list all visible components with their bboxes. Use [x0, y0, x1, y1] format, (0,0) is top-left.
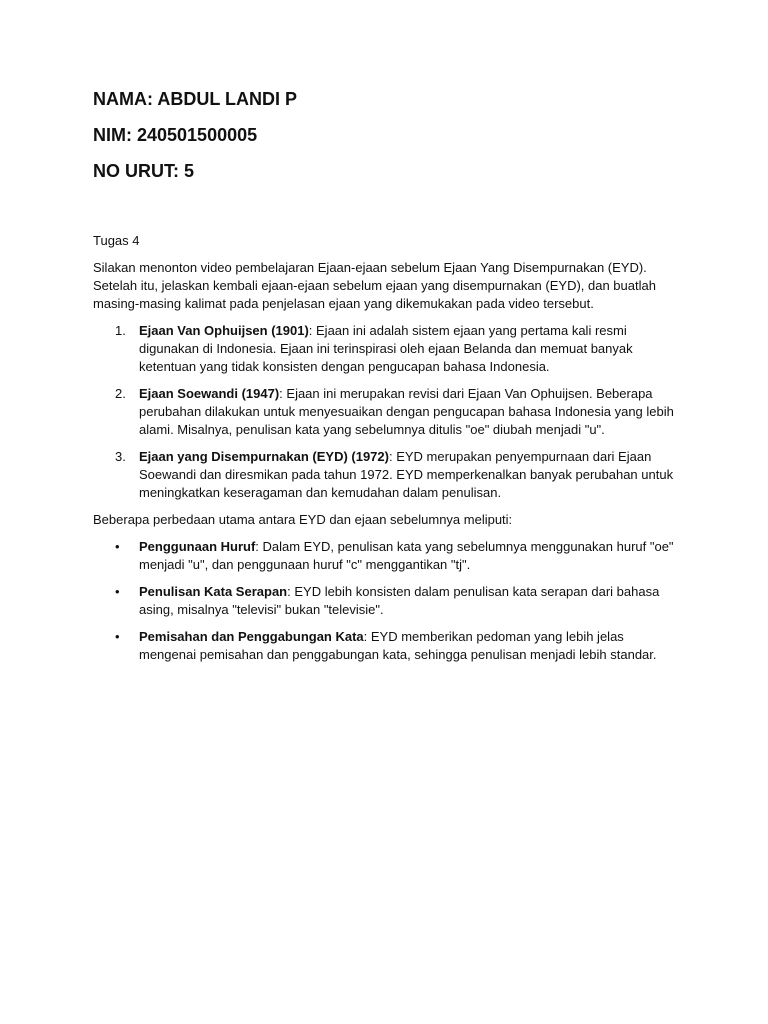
list-text: : Ejaan ini merupakan revisi dari Ejaan Van Ophuijsen. Beberapa perubahan dilakukan untuk menyesuaikan dengan pengucapan bahasa Indonesia yang lebih alami. Misalnya, penulisan kata yang sebelumnya ditulis "oe" diubah menjadi "u". — [139, 386, 674, 437]
list-text: : Dalam EYD, penulisan kata yang sebelumnya menggunakan huruf "oe" menjadi "u", dan penggunaan huruf "c" menggantikan "tj". — [139, 539, 674, 572]
task-title: Tugas 4 — [93, 233, 140, 248]
nim-heading: NIM: 240501500005 — [93, 125, 258, 145]
list-term: Penulisan Kata Serapan — [139, 584, 288, 599]
list-item — [93, 385, 683, 439]
list-item — [93, 538, 683, 574]
list-term: Ejaan yang Disempurnakan (EYD) (1972) — [139, 449, 389, 464]
list-text: : Ejaan ini adalah sistem ejaan yang pertama kali resmi digunakan di Indonesia. Ejaan ini terinspirasi oleh ejaan Belanda dan memuat banyak ketentuan yang tidak konsisten dengan pengucapan bahasa Indonesia. — [139, 323, 633, 374]
list-item — [93, 583, 683, 619]
document-page — [93, 88, 683, 673]
list-term: Penggunaan Huruf — [139, 539, 256, 554]
list-term: Ejaan Van Ophuijsen (1901) — [139, 323, 309, 338]
differences-list — [93, 538, 683, 664]
instructions-paragraph: Silakan menonton video pembelajaran Ejaan-ejaan sebelum Ejaan Yang Disempurnakan (EYD). Setelah itu, jelaskan kembali ejaan-ejaan sebelum ejaan yang disempurnakan (EYD), dan buatlah masing-masing kalimat pada penjelasan ejaan yang dikemukakan pada video tersebut. — [93, 260, 656, 311]
list-term: Ejaan Soewandi (1947) — [139, 386, 280, 401]
list-number: 2. — [115, 386, 126, 401]
list-item — [93, 448, 683, 502]
list-number: 1. — [115, 323, 126, 338]
differences-intro: Beberapa perbedaan utama antara EYD dan ejaan sebelumnya meliputi: — [93, 512, 513, 527]
list-text: : EYD memberikan pedoman yang lebih jelas mengenai pemisahan dan penggabungan kata, sehingga penulisan menjadi lebih standar. — [139, 629, 657, 662]
bullet-icon: • — [115, 584, 120, 599]
name-heading: NAMA: ABDUL LANDI P — [93, 89, 297, 109]
list-number: 3. — [115, 449, 126, 464]
spelling-history-list — [93, 322, 683, 502]
bullet-icon: • — [115, 539, 120, 554]
list-term: Pemisahan dan Penggabungan Kata — [139, 629, 364, 644]
bullet-icon: • — [115, 629, 120, 644]
list-text: : EYD merupakan penyempurnaan dari Ejaan Soewandi dan diresmikan pada tahun 1972. EYD memperkenalkan banyak perubahan untuk meningkatkan keseragaman dan kemudahan dalam penulisan. — [139, 449, 674, 500]
list-text: : EYD lebih konsisten dalam penulisan kata serapan dari bahasa asing, misalnya "televisi" bukan "televisie". — [139, 584, 660, 617]
list-item — [93, 322, 683, 376]
list-item — [93, 628, 683, 664]
no-urut-heading: NO URUT: 5 — [93, 161, 195, 181]
